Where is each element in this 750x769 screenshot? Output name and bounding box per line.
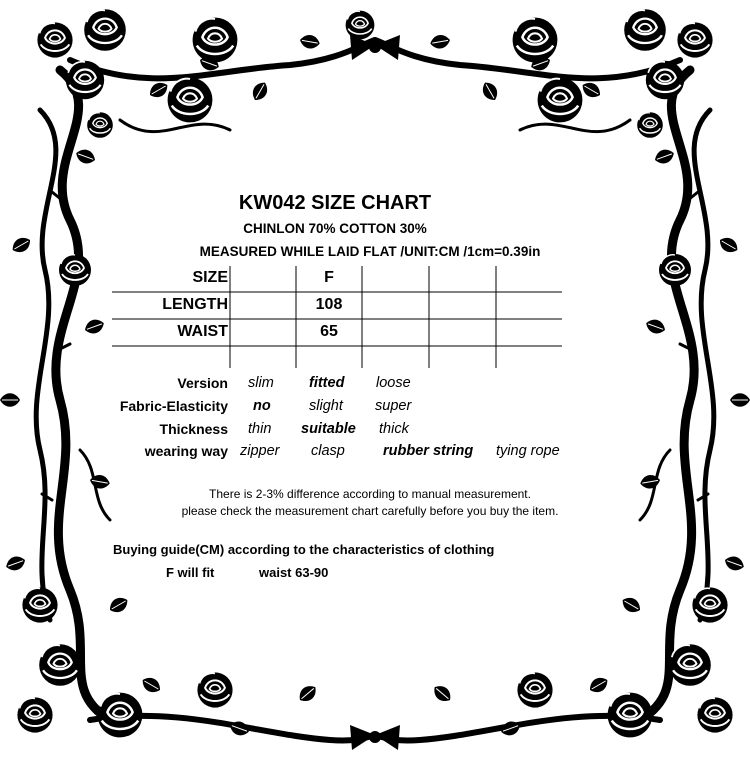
- disclaimer-line-2: please check the measurement chart carefully before you buy the item.: [181, 504, 559, 518]
- disclaimer-line-1: There is 2-3% difference according to manual measurement.: [209, 487, 531, 501]
- elasticity-option-slight: slight: [309, 398, 343, 414]
- thickness-option-suitable: suitable: [301, 421, 356, 437]
- length-value: 108: [315, 296, 343, 313]
- measurement-note: MEASURED WHILE LAID FLAT /UNIT:CM /1cm=0.39in: [199, 244, 541, 259]
- wearing-option-zipper: zipper: [240, 443, 280, 459]
- elasticity-label: Fabric-Elasticity: [119, 398, 228, 414]
- thickness-option-thin: thin: [248, 421, 272, 437]
- wearing-option-clasp: clasp: [311, 443, 345, 459]
- buying-guide-heading: Buying guide(CM) according to the characteristics of clothing: [113, 542, 495, 557]
- size-header-value: F: [324, 269, 334, 286]
- version-label: Version: [177, 375, 228, 391]
- version-option-loose: loose: [376, 375, 411, 391]
- material-composition: CHINLON 70% COTTON 30%: [243, 221, 427, 236]
- waist-value: 65: [320, 323, 338, 340]
- version-option-slim: slim: [248, 375, 274, 391]
- thickness-label: Thickness: [159, 421, 228, 437]
- elasticity-option-super: super: [375, 398, 412, 414]
- wearing-way-label: wearing way: [144, 443, 228, 459]
- length-label: LENGTH: [162, 296, 228, 313]
- wearing-option-rubber-string: rubber string: [383, 443, 474, 459]
- thickness-option-thick: thick: [379, 421, 409, 437]
- buying-guide-size: F will fit: [166, 565, 215, 580]
- chart-title: KW042 SIZE CHART: [238, 192, 432, 214]
- buying-guide-fit: waist 63-90: [259, 565, 329, 580]
- elasticity-option-no: no: [253, 398, 271, 414]
- wearing-option-tying-rope: tying rope: [496, 443, 560, 459]
- version-option-fitted: fitted: [309, 375, 345, 391]
- waist-label: WAIST: [177, 323, 228, 340]
- size-header-label: SIZE: [192, 269, 228, 286]
